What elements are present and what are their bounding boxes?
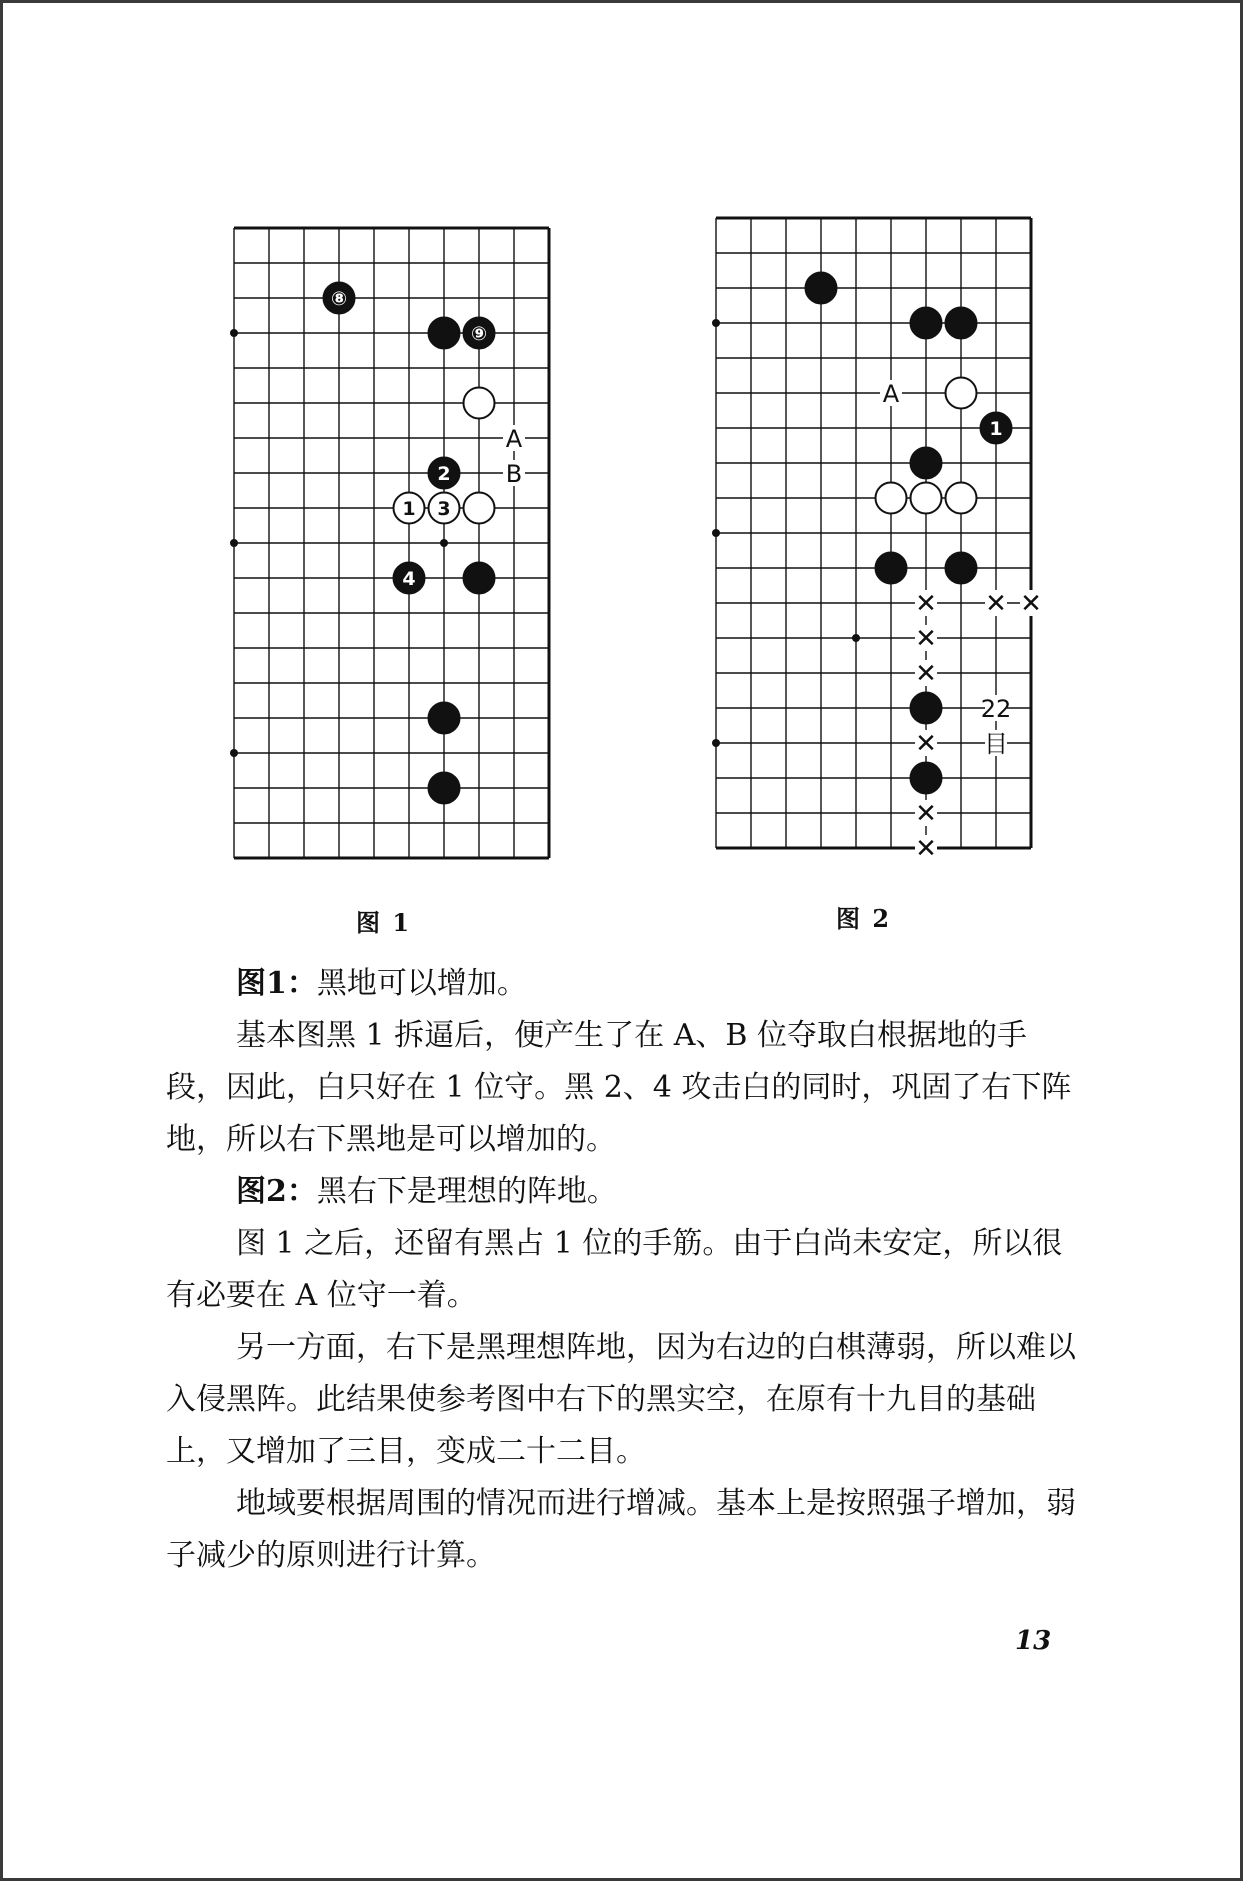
paragraph-3-text: 黑右下是理想的阵地。 [316,1174,617,1209]
black-stone [946,553,977,584]
go-diagram-1 [226,220,566,870]
stone-number: 2 [437,463,451,485]
black-stone [464,563,495,594]
star-point [230,539,238,547]
white-stone [429,493,460,524]
star-point [852,634,860,642]
black-stone [429,703,460,734]
stone-number: 4 [402,568,416,590]
cross-mark: ✕ [1020,589,1042,619]
stone-number: 1 [989,418,1003,440]
black-stone [911,693,942,724]
figure-2-label: 图2： [236,1174,317,1209]
go-diagram-2 [708,210,1048,860]
white-stone [394,493,425,524]
stone-number: 3 [437,498,451,520]
stone-number: 1 [402,498,416,520]
black-stone [946,308,977,339]
cross-mark: ✕ [915,659,937,689]
paragraph-6: 地域要根据周围的情况而进行增减。基本上是按照强子增加，弱子减少的原则进行计算。 [166,1486,1076,1573]
black-stone [806,273,837,304]
cross-mark: ✕ [915,799,937,829]
stone-number: ⑨ [470,323,488,345]
point-label: B [505,460,523,488]
paragraph-1-text: 黑地可以增加。 [316,966,527,1001]
star-point [712,739,720,747]
diagram-1-caption: 图 1 [356,908,412,937]
cross-mark: ✕ [985,589,1007,619]
black-stone [324,283,355,314]
figure-1-label: 图1： [236,966,317,1001]
star-point [230,749,238,757]
point-label: 22 [980,695,1012,723]
point-label: A [882,380,900,408]
white-stone [946,483,977,514]
star-point [712,529,720,537]
black-stone [464,318,495,349]
body-text [166,958,1086,1582]
white-stone [911,483,942,514]
paragraph-2: 基本图黑 1 拆逼后，便产生了在 A、B 位夺取白根据地的手段，因此，白只好在 1 位守。黑 2、4 攻击白的同时，巩固了右下阵地，所以右下黑地是可以增加的。 [166,1018,1072,1157]
white-stone [876,483,907,514]
point-label: 目 [984,730,1008,758]
paragraph-5: 另一方面，右下是黑理想阵地，因为右边的白棋薄弱，所以难以入侵黑阵。此结果使参考图中右下的黑实空，在原有十九目的基础上，又增加了三目，变成二十二目。 [166,1330,1076,1469]
black-stone [429,773,460,804]
black-stone [911,763,942,794]
white-stone [464,493,495,524]
black-stone [981,413,1012,444]
black-stone [429,318,460,349]
diagram-2-caption: 图 2 [836,904,892,933]
black-stone [429,458,460,489]
stone-number: ⑧ [330,288,348,310]
cross-mark: ✕ [915,729,937,759]
black-stone [911,448,942,479]
white-stone [946,378,977,409]
cross-mark: ✕ [915,834,937,860]
page-number: 13 [1015,1626,1052,1656]
cross-mark: ✕ [915,624,937,654]
black-stone [394,563,425,594]
book-page [3,3,1240,1878]
point-label: A [505,425,523,453]
black-stone [911,308,942,339]
cross-mark: ✕ [915,589,937,619]
star-point [230,329,238,337]
paragraph-1 [166,958,1086,1010]
white-stone [464,388,495,419]
star-point [440,539,448,547]
black-stone [876,553,907,584]
paragraph-4: 图 1 之后，还留有黑占 1 位的手筋。由于白尚未安定，所以很有必要在 A 位守一着。 [166,1226,1063,1313]
paragraph-3 [166,1166,1086,1218]
star-point [712,319,720,327]
